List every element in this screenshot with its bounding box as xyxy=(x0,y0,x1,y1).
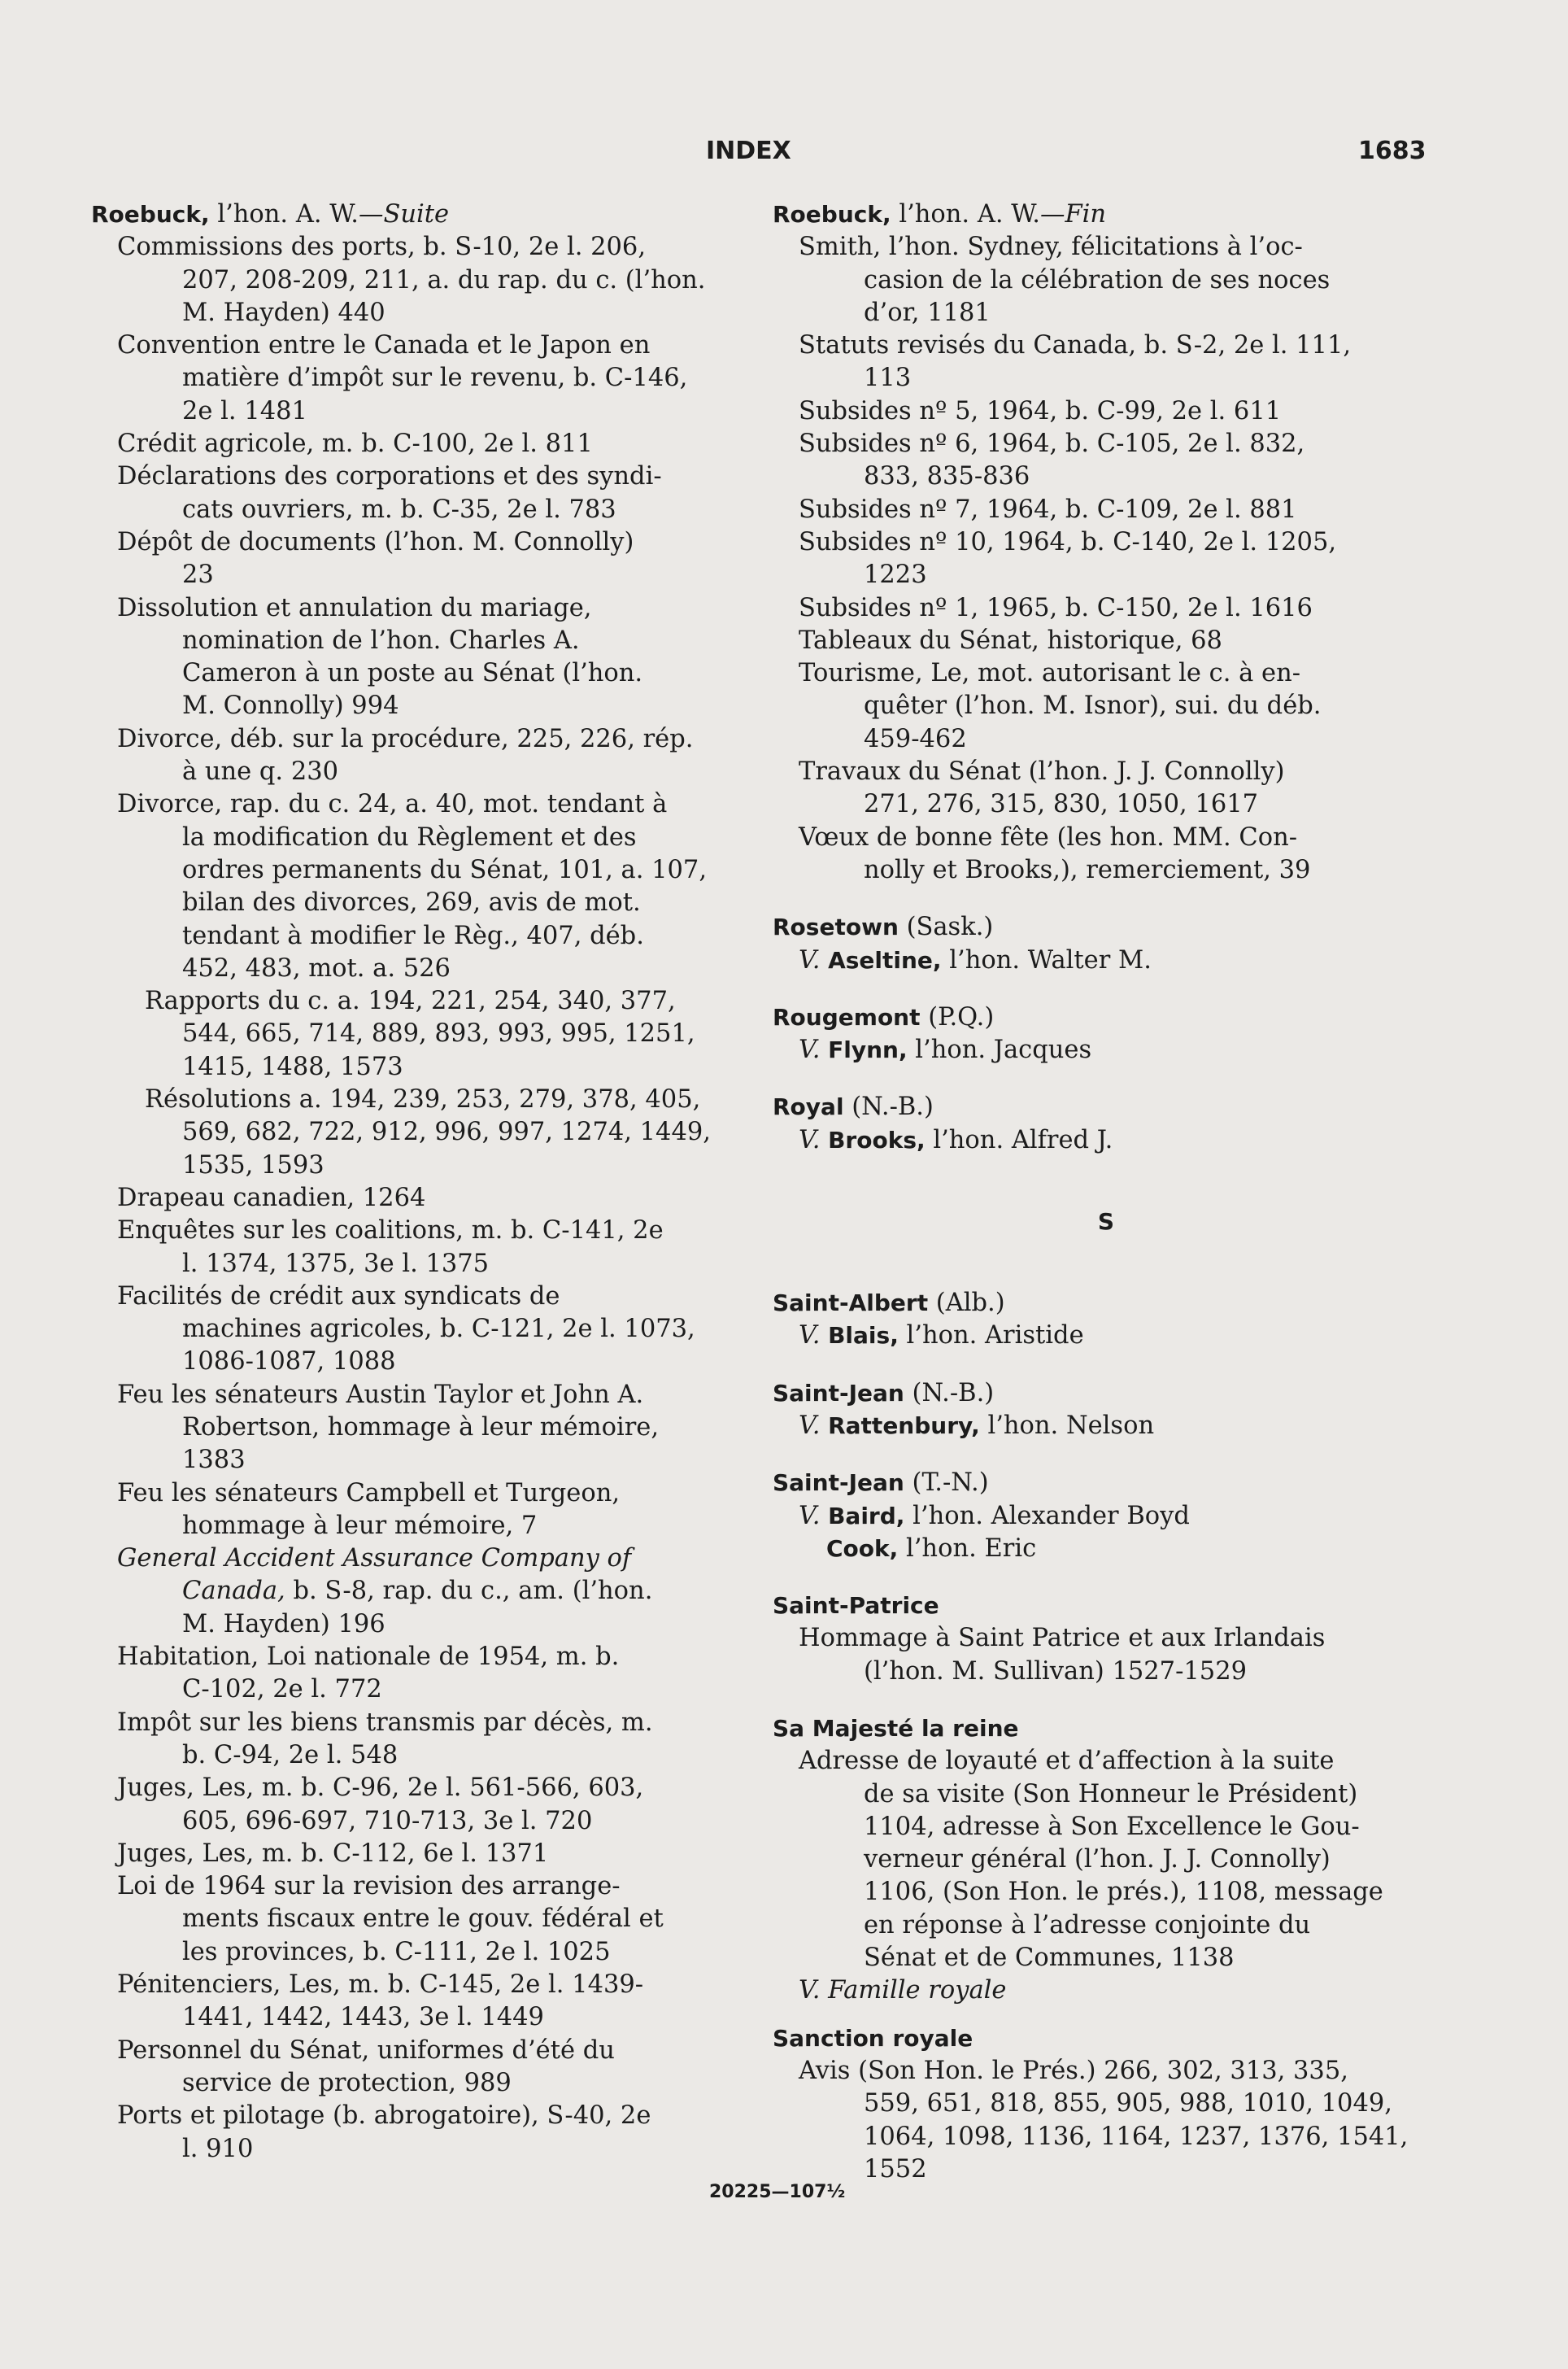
index-line: 207, 208-209, 211, a. du rap. du c. (l’hon. xyxy=(182,265,706,294)
index-line: Rapports du c. a. 194, 221, 254, 340, 377, xyxy=(145,987,676,1016)
index-line: 452, 483, mot. a. 526 xyxy=(182,953,451,983)
index-line: Divorce, rap. du c. 24, a. 40, mot. tendant à xyxy=(117,790,668,819)
index-line: 1415, 1488, 1573 xyxy=(182,1052,403,1081)
index-line: Robertson, hommage à leur mémoire, xyxy=(182,1412,660,1442)
index-line: 1535, 1593 xyxy=(182,1150,324,1180)
entry-heading: Sanction royale xyxy=(773,2024,973,2052)
index-line: 1441, 1442, 1443, 3e l. 1449 xyxy=(182,2003,544,2032)
index-line: Tableaux du Sénat, historique, 68 xyxy=(799,626,1222,655)
index-line: d’or, 1181 xyxy=(864,298,991,327)
index-line: 544, 665, 714, 889, 893, 993, 995, 1251, xyxy=(182,1019,695,1049)
index-line: l. 1374, 1375, 3e l. 1375 xyxy=(182,1249,490,1278)
index-line: verneur général (l’hon. J. J. Connolly) xyxy=(864,1845,1331,1874)
index-line: l. 910 xyxy=(182,2134,254,2163)
index-line: 605, 696-697, 710-713, 3e l. 720 xyxy=(182,1806,593,1835)
index-line: la modification du Règlement et des xyxy=(182,822,637,852)
index-line: hommage à leur mémoire, 7 xyxy=(182,1511,538,1540)
index-line: Résolutions a. 194, 239, 253, 279, 378, 405, xyxy=(145,1085,701,1115)
entry-heading: Roebuck, l’hon. A. W.—Fin xyxy=(773,200,1107,229)
index-line: 1106, (Son Hon. le prés.), 1108, message xyxy=(864,1878,1383,1907)
see-reference: Cook, l’hon. Eric xyxy=(826,1534,1037,1563)
index-line: 113 xyxy=(864,364,912,393)
index-line: Subsides nº 1, 1965, b. C-150, 2e l. 1616 xyxy=(799,593,1313,622)
entry-heading: Saint-Jean (N.-B.) xyxy=(773,1378,995,1407)
company-name: Canada, xyxy=(182,1577,285,1606)
right-column xyxy=(773,199,1440,2186)
footer-code: 20225—107½ xyxy=(709,2182,846,2202)
index-line: les provinces, b. C-111, 2e l. 1025 xyxy=(182,1937,611,1966)
index-line: Drapeau canadien, 1264 xyxy=(117,1183,426,1212)
index-line: Sénat et de Communes, 1138 xyxy=(864,1944,1235,1973)
index-line: Feu les sénateurs Campbell et Turgeon, xyxy=(117,1478,621,1507)
index-text: b. S-8, rap. du c., am. (l’hon. xyxy=(285,1577,653,1606)
entry-heading: Saint-Albert (Alb.) xyxy=(773,1289,1005,1318)
index-line: Facilités de crédit aux syndicats de xyxy=(117,1281,560,1311)
entry-list xyxy=(91,231,751,2166)
see-reference: V. Rattenbury, l’hon. Nelson xyxy=(799,1411,1155,1440)
index-line: Adresse de loyauté et d’affection à la suite xyxy=(799,1747,1335,1776)
index-line: Feu les sénateurs Austin Taylor et John A. xyxy=(117,1380,644,1409)
index-line: Statuts revisés du Canada, b. S-2, 2e l. 111, xyxy=(799,331,1352,360)
section-letter: S xyxy=(1097,1208,1115,1236)
see-reference: V. Baird, l’hon. Alexander Boyd xyxy=(799,1501,1190,1530)
index-line: Travaux du Sénat (l’hon. J. J. Connolly) xyxy=(799,757,1285,787)
page-title: INDEX xyxy=(706,137,791,165)
index-line: Subsides nº 5, 1964, b. C-99, 2e l. 611 xyxy=(799,396,1282,425)
index-line: quêter (l’hon. M. Isnor), sui. du déb. xyxy=(864,692,1322,721)
index-line: tendant à modifier le Règ., 407, déb. xyxy=(182,921,644,950)
index-line: 1552 xyxy=(864,2154,927,2184)
index-line: Habitation, Loi nationale de 1954, m. b. xyxy=(117,1643,620,1672)
index-line: Juges, Les, m. b. C-96, 2e l. 561-566, 603, xyxy=(117,1773,644,1803)
entry-heading: Sa Majesté la reine xyxy=(773,1714,1019,1742)
entry-list xyxy=(773,1622,1440,1688)
index-line: Commissions des ports, b. S-10, 2e l. 206, xyxy=(117,233,647,262)
index-line: (l’hon. M. Sullivan) 1527-1529 xyxy=(864,1656,1248,1686)
index-line: Smith, l’hon. Sydney, félicitations à l’oc- xyxy=(799,233,1303,262)
index-line: Juges, Les, m. b. C-112, 6e l. 1371 xyxy=(117,1839,549,1868)
index-line: Divorce, déb. sur la procédure, 225, 226, rép. xyxy=(117,724,694,753)
index-line: 1104, adresse à Son Excellence le Gou- xyxy=(864,1812,1360,1841)
see-reference: V. Brooks, l’hon. Alfred J. xyxy=(799,1125,1113,1154)
index-line: M. Connolly) 994 xyxy=(182,692,399,721)
index-line: Impôt sur les biens transmis par décès, m. xyxy=(117,1708,653,1737)
entry-heading: Saint-Patrice xyxy=(773,1592,939,1620)
index-line: M. Hayden) 440 xyxy=(182,298,385,327)
entry-heading: Saint-Jean (T.-N.) xyxy=(773,1468,989,1498)
page-header xyxy=(0,137,1568,169)
index-line: 23 xyxy=(182,561,214,590)
index-line: General Accident Assurance Company of xyxy=(117,1544,632,1573)
index-line: Personnel du Sénat, uniformes d’été du xyxy=(117,2035,615,2065)
index-line: 1223 xyxy=(864,561,927,590)
index-line: Subsides nº 7, 1964, b. C-109, 2e l. 881 xyxy=(799,495,1297,524)
index-line: cats ouvriers, m. b. C-35, 2e l. 783 xyxy=(182,495,616,524)
entry-heading: Royal (N.-B.) xyxy=(773,1093,934,1122)
index-line: 559, 651, 818, 855, 905, 988, 1010, 1049, xyxy=(864,2089,1392,2118)
entry-list xyxy=(773,1745,1440,1974)
index-line: ments fiscaux entre le gouv. fédéral et xyxy=(182,1904,664,1934)
index-line: 2e l. 1481 xyxy=(182,396,307,425)
index-line: 271, 276, 315, 830, 1050, 1617 xyxy=(864,790,1259,819)
index-line: Subsides nº 6, 1964, b. C-105, 2e l. 832, xyxy=(799,430,1305,459)
index-line: Subsides nº 10, 1964, b. C-140, 2e l. 1205, xyxy=(799,527,1337,556)
index-line: Ports et pilotage (b. abrogatoire), S-40, 2e xyxy=(117,2101,651,2131)
index-line: Avis (Son Hon. le Prés.) 266, 302, 313, 335, xyxy=(799,2056,1348,2085)
index-line: Dissolution et annulation du mariage, xyxy=(117,593,592,622)
index-line: Hommage à Saint Patrice et aux Irlandais xyxy=(799,1624,1326,1653)
index-line: Cameron à un poste au Sénat (l’hon. xyxy=(182,659,643,688)
index-line: Loi de 1964 sur la revision des arrange- xyxy=(117,1872,621,1901)
index-line: 1064, 1098, 1136, 1164, 1237, 1376, 1541, xyxy=(864,2122,1409,2151)
index-line: machines agricoles, b. C-121, 2e l. 1073, xyxy=(182,1315,695,1344)
see-reference: V. Famille royale xyxy=(799,1976,1007,2005)
entry-heading: Rosetown (Sask.) xyxy=(773,913,994,942)
index-line: C-102, 2e l. 772 xyxy=(182,1675,382,1704)
index-line: ordres permanents du Sénat, 101, a. 107, xyxy=(182,855,708,884)
see-reference: V. Blais, l’hon. Aristide xyxy=(799,1321,1084,1350)
entry-list xyxy=(773,2055,1440,2186)
see-reference: V. Flynn, l’hon. Jacques xyxy=(799,1036,1092,1065)
index-line: Crédit agricole, m. b. C-100, 2e l. 811 xyxy=(117,430,593,459)
index-line: casion de la célébration de ses noces xyxy=(864,265,1331,294)
index-line: 1383 xyxy=(182,1446,246,1475)
entry-heading: Rougemont (P.Q.) xyxy=(773,1002,995,1032)
index-line: 1086-1087, 1088 xyxy=(182,1347,396,1376)
index-line: Dépôt de documents (l’hon. M. Connolly) xyxy=(117,527,634,556)
index-line: bilan des divorces, 269, avis de mot. xyxy=(182,888,641,918)
entry-list xyxy=(773,231,1440,887)
index-line: 569, 682, 722, 912, 996, 997, 1274, 1449, xyxy=(182,1118,711,1147)
page-number: 1683 xyxy=(1358,137,1426,165)
index-line: de sa visite (Son Honneur le Président) xyxy=(864,1779,1358,1808)
index-line: matière d’impôt sur le revenu, b. C-146, xyxy=(182,364,688,393)
index-line: M. Hayden) 196 xyxy=(182,1609,385,1638)
index-line: service de protection, 989 xyxy=(182,2068,512,2097)
index-line: Tourisme, Le, mot. autorisant le c. à en- xyxy=(799,659,1301,688)
index-line: Vœux de bonne fête (les hon. MM. Con- xyxy=(799,822,1298,852)
entry-heading: Roebuck, l’hon. A. W.—Suite xyxy=(91,200,450,229)
index-line: Convention entre le Canada et le Japon en xyxy=(117,331,651,360)
see-reference: V. Aseltine, l’hon. Walter M. xyxy=(799,945,1152,975)
index-line: Déclarations des corporations et des syndi- xyxy=(117,462,662,491)
index-line: 833, 835-836 xyxy=(864,462,1030,491)
index-line: Pénitenciers, Les, m. b. C-145, 2e l. 1439- xyxy=(117,1970,644,2000)
index-line: nomination de l’hon. Charles A. xyxy=(182,626,580,655)
index-line: b. C-94, 2e l. 548 xyxy=(182,1740,399,1769)
index-line: 459-462 xyxy=(864,724,967,753)
index-line: nolly et Brooks,), remerciement, 39 xyxy=(864,855,1311,884)
index-line xyxy=(91,1575,751,1608)
index-line: à une q. 230 xyxy=(182,757,339,787)
left-column xyxy=(91,199,751,2166)
index-line: Enquêtes sur les coalitions, m. b. C-141, 2e xyxy=(117,1216,664,1246)
index-line: en réponse à l’adresse conjointe du xyxy=(864,1910,1311,1939)
